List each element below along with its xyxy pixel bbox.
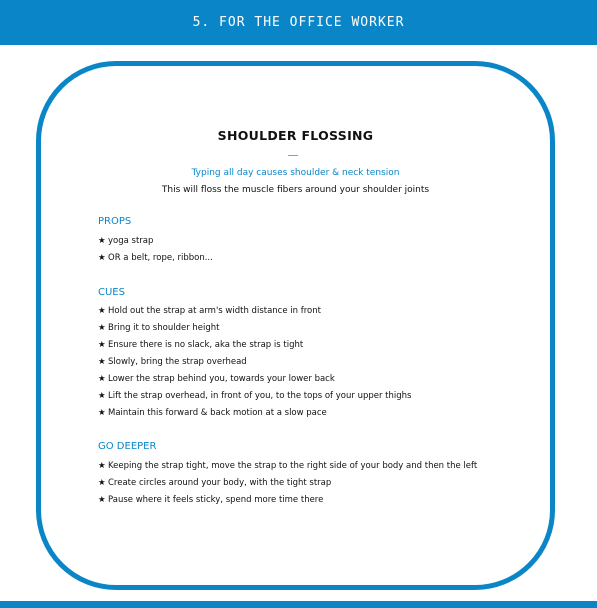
list-item-text: Slowly, bring the strap overhead <box>108 357 247 367</box>
list-item-text: Hold out the strap at arm's width distance in front <box>108 306 321 316</box>
list-item <box>98 233 493 250</box>
list-item-text: Lower the strap behind you, towards your lower back <box>108 374 335 384</box>
cues-heading: CUES <box>98 287 125 298</box>
exercise-subtitle: Typing all day causes shoulder & neck tension <box>191 168 400 178</box>
props-list <box>98 233 493 267</box>
list-item-text: Bring it to shoulder height <box>108 323 220 333</box>
list-item <box>98 250 493 267</box>
go-deeper-list <box>98 458 493 509</box>
list-item-text: Ensure there is no slack, aka the strap is tight <box>108 340 304 350</box>
list-item <box>98 354 493 371</box>
list-item-text: OR a belt, rope, ribbon... <box>108 253 213 263</box>
star-icon: ★ <box>98 323 106 333</box>
top-banner <box>0 0 597 45</box>
list-item <box>98 388 493 405</box>
star-icon: ★ <box>98 374 106 384</box>
list-item <box>98 492 493 509</box>
list-item <box>98 320 493 337</box>
list-item-text: Maintain this forward & back motion at a slow pace <box>108 408 327 418</box>
list-item <box>98 458 493 475</box>
exercise-card <box>36 61 555 590</box>
bottom-bar <box>0 601 597 608</box>
props-heading: PROPS <box>98 216 132 227</box>
go-deeper-heading: GO DEEPER <box>98 441 157 452</box>
star-icon: ★ <box>98 340 106 350</box>
exercise-description: This will floss the muscle fibers around your shoulder joints <box>161 185 430 195</box>
list-item <box>98 303 493 320</box>
star-icon: ★ <box>98 478 106 488</box>
star-icon: ★ <box>98 357 106 367</box>
exercise-title: SHOULDER FLOSSING <box>217 128 374 143</box>
star-icon: ★ <box>98 306 106 316</box>
star-icon: ★ <box>98 391 106 401</box>
list-item <box>98 371 493 388</box>
star-icon: ★ <box>98 495 106 505</box>
star-icon: ★ <box>98 408 106 418</box>
list-item-text: Pause where it feels sticky, spend more time there <box>108 495 324 505</box>
star-icon: ★ <box>98 236 106 246</box>
star-icon: ★ <box>98 253 106 263</box>
list-item <box>98 475 493 492</box>
list-item-text: Keeping the strap tight, move the strap to the right side of your body and then the left <box>108 461 478 471</box>
banner-title: 5. FOR THE OFFICE WORKER <box>192 15 405 30</box>
list-item-text: Create circles around your body, with the tight strap <box>108 478 332 488</box>
list-item-text: yoga strap <box>108 236 154 246</box>
title-divider <box>288 155 298 156</box>
list-item <box>98 405 493 422</box>
cues-list <box>98 303 493 422</box>
star-icon: ★ <box>98 461 106 471</box>
list-item <box>98 337 493 354</box>
list-item-text: Lift the strap overhead, in front of you, to the tops of your upper thighs <box>108 391 412 401</box>
